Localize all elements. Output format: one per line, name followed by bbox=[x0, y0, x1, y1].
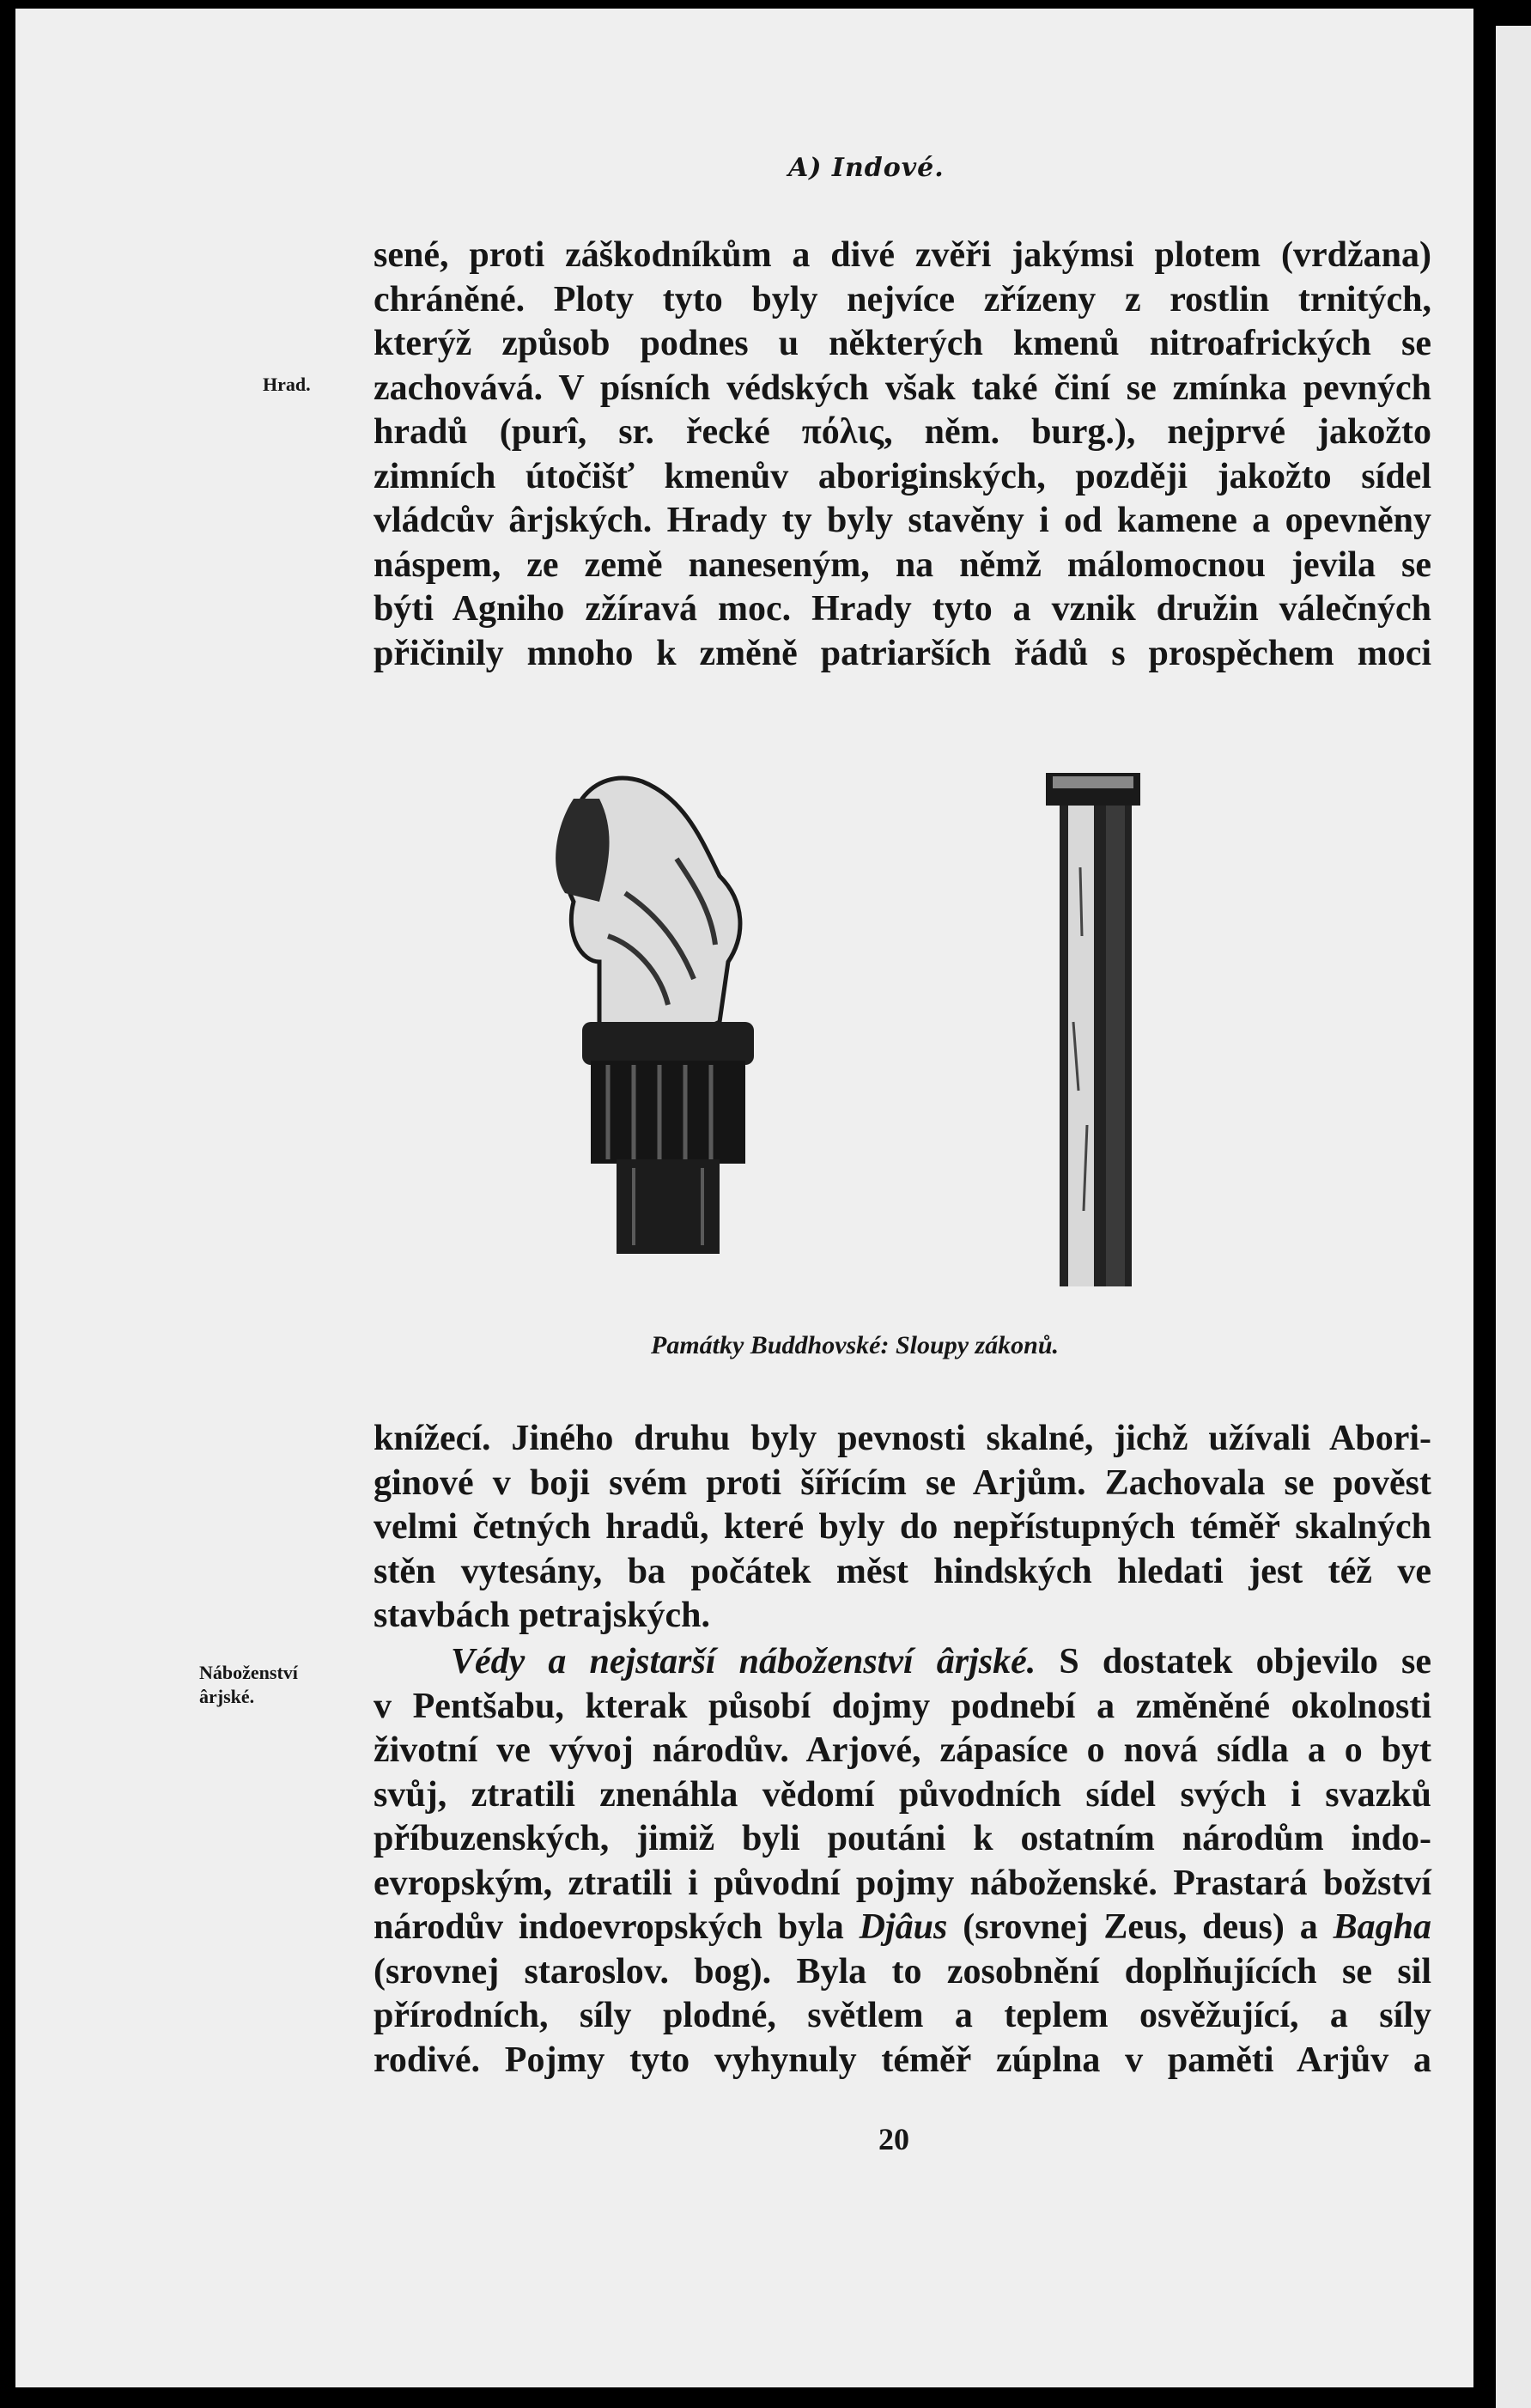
text-line: příbuzenských, jimiž byli poutáni k ostatním národům indo- bbox=[374, 1819, 1431, 1858]
text-line: (srovnej staroslov. bog). Byla to zosobnění doplňujících se sil bbox=[374, 1951, 1431, 1991]
text-line: stavbách petrajských. bbox=[374, 1596, 711, 1635]
text-line: zachovává. V písních védských však také činí se zmínka pevných bbox=[374, 368, 1431, 408]
book-page bbox=[15, 9, 1473, 2387]
margin-note-line: Náboženství bbox=[199, 1662, 298, 1683]
text-line: náspem, ze země naneseným, na němž málomocnou jevila se bbox=[374, 544, 1431, 585]
text-line: životní ve vývoj národův. Arjové, zápasíce o nová sídla a o byt bbox=[374, 1730, 1431, 1770]
margin-note-nabozenstvi bbox=[199, 1661, 298, 1709]
paragraph-1 bbox=[374, 234, 1431, 676]
text-line: chráněné. Ploty tyto byly nejvíce zřízeny z rostlin trnitých, bbox=[374, 279, 1431, 319]
running-head: A) Indové. bbox=[788, 153, 945, 183]
text-line: vládcův ârjských. Hrady ty byly stavěny i od kamene a opevněny bbox=[374, 501, 1431, 540]
figure-caption: Památky Buddhovské: Sloupy zákonů. bbox=[651, 1331, 1060, 1359]
text-run: S dostatek objevilo se bbox=[1059, 1642, 1431, 1681]
text-line: přičinily mnoho k změně patriarších řádů s prospěchem moci bbox=[374, 633, 1431, 673]
text-run: (srovnej Zeus, deus) a bbox=[963, 1907, 1318, 1947]
text-line: knížecí. Jiného druhu byly pevnosti skalné, jichž užívali Abori- bbox=[374, 1419, 1431, 1458]
adjacent-page-edge bbox=[1496, 26, 1531, 2408]
pillar-illustration bbox=[548, 764, 1200, 1297]
text-line: býti Agniho zžíravá moc. Hrady tyto a vznik družin válečných bbox=[374, 589, 1431, 629]
text-line bbox=[374, 1906, 1431, 1950]
text-line: svůj, ztratili znenáhla vědomí původních sídel svých i svazků bbox=[374, 1774, 1431, 1815]
italic-heading: Védy a nejstarší náboženství ârjské. bbox=[451, 1642, 1036, 1681]
text-line: ginové v boji svém proti šířícím se Arjům. Zachovala se pověst bbox=[374, 1462, 1431, 1503]
text-line: zimních útočišť kmenův aboriginských, později jakožto sídel bbox=[374, 456, 1431, 496]
text-line bbox=[374, 1640, 1431, 1685]
paragraph-2 bbox=[374, 1417, 1431, 1639]
text-line: stěn vytesány, ba počátek měst hindských hledati jest též ve bbox=[374, 1551, 1431, 1591]
italic-term: Bagha bbox=[1333, 1907, 1432, 1947]
paragraph-3 bbox=[374, 1640, 1431, 2083]
text-line: velmi četných hradů, které byly do nepřístupných téměř skalných bbox=[374, 1507, 1431, 1547]
text-line: kterýž způsob podnes u některých kmenů nitroafrických se bbox=[374, 324, 1431, 363]
text-line: sené, proti záškodníkům a divé zvěři jakýmsi plotem (vrdžana) bbox=[374, 235, 1431, 275]
margin-note-hrad: Hrad. bbox=[263, 374, 311, 395]
text-line: evropským, ztratili i původní pojmy náboženské. Prastará božství bbox=[374, 1863, 1431, 1903]
text-line: přírodních, síly plodné, světlem a teplem osvěžující, a síly bbox=[374, 1996, 1431, 2035]
italic-term: Djâus bbox=[859, 1907, 948, 1947]
text-run: národův indoevropských byla bbox=[374, 1907, 844, 1947]
margin-note-line: ârjské. bbox=[199, 1686, 255, 1707]
text-line: v Pentšabu, kterak působí dojmy podnebí a změněné okolnosti bbox=[374, 1686, 1431, 1726]
text-line: hradů (purî, sr. řecké πόλις, něm. burg.), nejprvé jakožto bbox=[374, 412, 1431, 452]
page-number: 20 bbox=[878, 2122, 909, 2156]
lion-capital-figure bbox=[556, 778, 754, 1254]
column-figure bbox=[1046, 773, 1140, 1286]
text-line: rodivé. Pojmy tyto vyhynuly téměř zúplna v paměti Arjův a bbox=[374, 2040, 1431, 2080]
